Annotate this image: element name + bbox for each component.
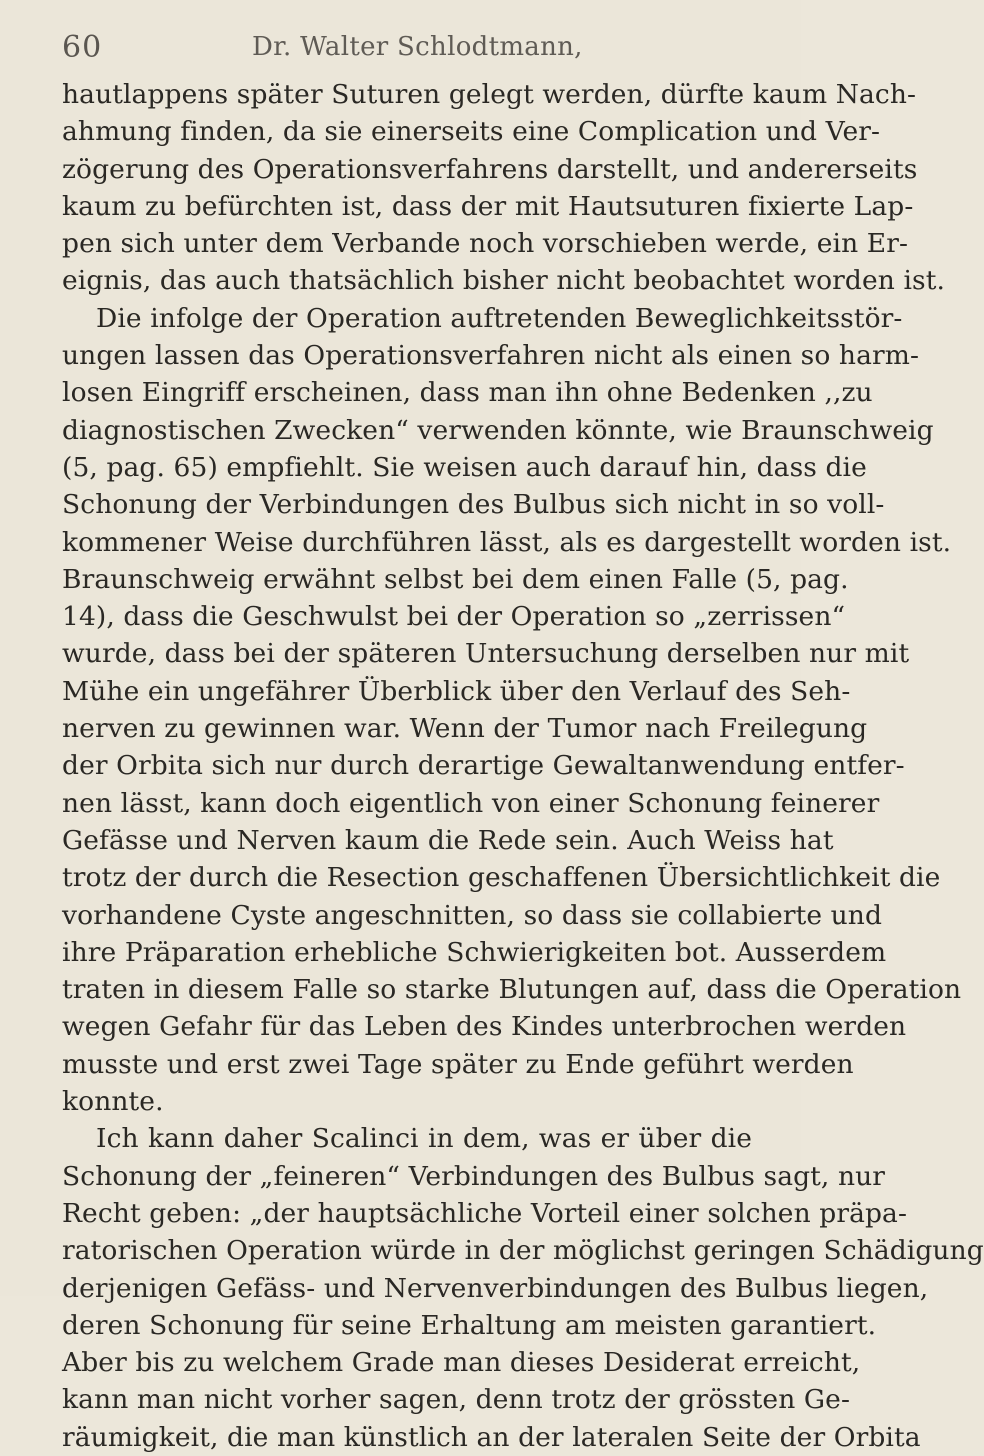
page-header <box>62 30 762 70</box>
text-line: ahmung finden, da sie einerseits eine Complication und Ver- <box>62 116 881 148</box>
text-line: nerven zu gewinnen war. Wenn der Tumor nach Freilegung <box>62 713 868 745</box>
text-line: derjenigen Gefäss- und Nervenverbindungen des Bulbus liegen, <box>62 1272 929 1304</box>
running-head: Dr. Walter Schlodtmann, <box>252 32 583 62</box>
text-line: Recht geben: „der hauptsächliche Vorteil einer solchen präpa- <box>62 1197 908 1229</box>
text-line: Mühe ein ungefährer Überblick über den Verlauf des Seh- <box>62 675 851 707</box>
text-line: eignis, das auch thatsächlich bisher nicht beobachtet worden ist. <box>62 265 946 297</box>
page-number: 60 <box>62 30 103 65</box>
text-line: vorhandene Cyste angeschnitten, so dass sie collabierte und <box>62 899 883 931</box>
text-line: Schonung der Verbindungen des Bulbus sich nicht in so voll- <box>62 489 885 521</box>
text-line: Ich kann daher Scalinci in dem, was er über die <box>96 1123 752 1155</box>
text-line: kann man nicht vorher sagen, denn trotz der grössten Ge- <box>62 1384 851 1416</box>
text-line: nen lässt, kann doch eigentlich von einer Schonung feinerer <box>62 787 880 819</box>
text-line: Schonung der „feineren“ Verbindungen des Bulbus sagt, nur <box>62 1160 886 1192</box>
text-line: Braunschweig erwähnt selbst bei dem einen Falle (5, pag. <box>62 563 849 595</box>
text-line: trotz der durch die Resection geschaffenen Übersichtlichkeit die <box>62 862 941 894</box>
text-line: ratorischen Operation würde in der möglichst geringen Schädigung <box>62 1235 984 1267</box>
text-line: ungen lassen das Operationsverfahren nicht als einen so harm- <box>62 340 920 372</box>
text-line: Die infolge der Operation auftretenden Beweglichkeitsstör- <box>96 302 903 334</box>
text-line: kaum zu befürchten ist, dass der mit Hautsuturen fixierte Lap- <box>62 190 914 222</box>
text-line: losen Eingriff erscheinen, dass man ihn ohne Bedenken ,,zu <box>62 377 873 409</box>
text-line: wegen Gefahr für das Leben des Kindes unterbrochen werden <box>62 1011 907 1043</box>
body-text <box>62 76 984 1456</box>
text-line: traten in diesem Falle so starke Blutungen auf, dass die Operation <box>62 974 962 1006</box>
text-line: pen sich unter dem Verbande noch vorschieben werde, ein Er- <box>62 228 909 260</box>
text-line: hautlappens später Suturen gelegt werden, dürfte kaum Nach- <box>62 79 917 110</box>
text-line: der Orbita sich nur durch derartige Gewaltanwendung entfer- <box>62 750 905 782</box>
text-line: kommener Weise durchführen lässt, als es dargestellt worden ist. <box>62 526 952 558</box>
text-line: Gefässe und Nerven kaum die Rede sein. Auch Weiss hat <box>62 824 834 856</box>
text-line: wurde, dass bei der späteren Untersuchung derselben nur mit <box>62 638 910 670</box>
text-line: 14), dass die Geschwulst bei der Operation so „zerrissen“ <box>62 601 846 633</box>
text-line: Aber bis zu welchem Grade man dieses Desiderat erreicht, <box>62 1347 861 1379</box>
text-line: deren Schonung für seine Erhaltung am meisten garantiert. <box>62 1309 877 1341</box>
text-line: musste und erst zwei Tage später zu Ende geführt werden <box>62 1048 854 1080</box>
text-line: diagnostischen Zwecken“ verwenden könnte, wie Braunschweig <box>62 414 934 446</box>
text-line: zögerung des Operationsverfahrens darstellt, und andererseits <box>62 153 918 185</box>
text-line: ihre Präparation erhebliche Schwierigkeiten bot. Ausserdem <box>62 936 887 968</box>
text-line: (5, pag. 65) empfiehlt. Sie weisen auch darauf hin, dass die <box>62 451 867 483</box>
text-line: konnte. <box>62 1086 164 1118</box>
text-line: räumigkeit, die man künstlich an der lateralen Seite der Orbita <box>62 1421 921 1453</box>
